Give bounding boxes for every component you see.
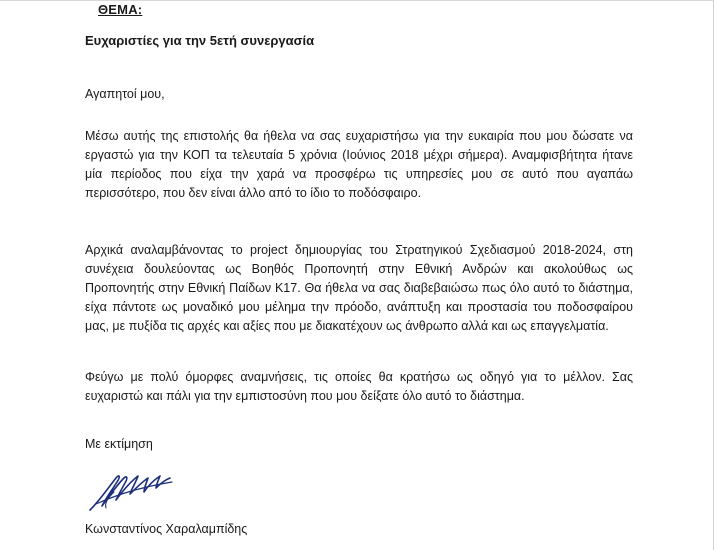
paragraph-line: μας, με πυξίδα τις αρχές και αξίες που με διακατέχουν ως άνθρωπο αλλά και ως επαγγελματία.: [85, 319, 609, 333]
page-top-border: [0, 0, 714, 1]
paragraph-1: [85, 127, 633, 203]
paragraph-line: Αρχικά αναλαμβάνοντας το project δημιουργίας του Στρατηγικού Σχεδιασμού 2018-2024, στη: [85, 243, 633, 257]
paragraph-line: εργαστώ για την ΚΟΠ τα τελευταία 5 χρόνια (Ιούνιος 2018 μέχρι σήμερα). Αναμφισβήτητα ήτανε: [85, 148, 633, 162]
subject-text: Ευχαριστίες για την 5ετή συνεργασία: [85, 33, 315, 48]
handwritten-signature-icon: [86, 466, 176, 514]
paragraph-line: συνέχεια δουλεύοντας ως Βοηθός Προπονητή στην Εθνική Ανδρών και ακολούθως ως: [85, 262, 633, 276]
paragraph-line: Μέσω αυτής της επιστολής θα ήθελα να σας ευχαριστήσω για την ευκαιρία που μου δώσατε να: [85, 129, 633, 143]
subject-label: ΘΕΜΑ:: [98, 2, 143, 17]
signer-name: Κωνσταντίνος Χαραλαμπίδης: [85, 522, 248, 536]
paragraph-line: Φεύγω με πολύ όμορφες αναμνήσεις, τις οποίες θα κρατήσω ως οδηγό για το μέλλον. Σας: [85, 370, 633, 384]
closing-phrase: Με εκτίμηση: [85, 437, 153, 451]
greeting: Αγαπητοί μου,: [85, 87, 165, 101]
paragraph-3: [85, 368, 633, 406]
paragraph-line: περισσότερο, που δεν είναι άλλο από το ίδιο το ποδόσφαιρο.: [85, 186, 422, 200]
paragraph-line: είχα πάντοτε ως μοναδικό μου μέλημα την πρόοδο, ανάπτυξη και προστασία του ποδοσφαίρου: [85, 300, 633, 314]
paragraph-line: ευχαριστώ και πάλι για την εμπιστοσύνη που μου δείξατε όλο αυτό το διάστημα.: [85, 389, 525, 403]
paragraph-line: Προπονητής στην Εθνική Παίδων Κ17. Θα ήθελα να σας διαβεβαιώσω πως όλο αυτό το διάστημα,: [85, 281, 633, 295]
paragraph-2: [85, 241, 633, 336]
paragraph-line: μία περίοδος που είχα την χαρά να προσφέρω τις υπηρεσίες μου σε αυτό που αγαπάω: [85, 167, 633, 181]
